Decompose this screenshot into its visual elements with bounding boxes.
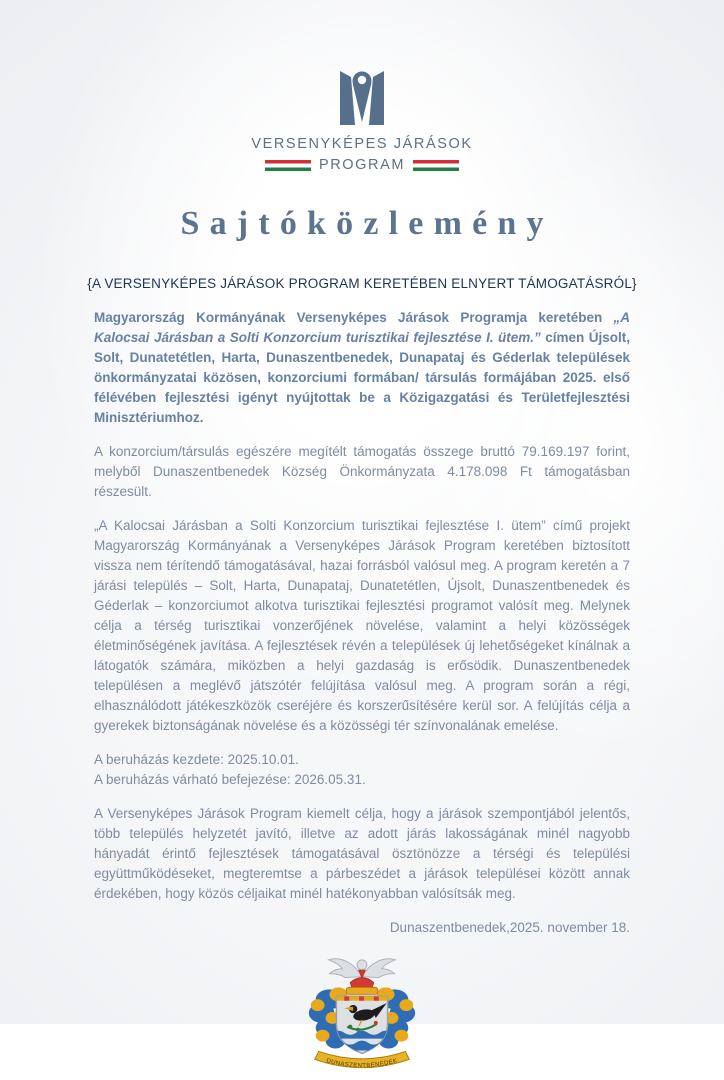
press-release-body (0, 308, 724, 938)
hungarian-flag-stripe-left (265, 160, 311, 171)
investment-end-date: A beruházás várható befejezése: 2026.05.31. (94, 772, 366, 787)
crown-icon (346, 978, 378, 995)
intro-rest-text: címen Újsolt, Solt, Dunatetétlen, Harta, Dunaszentbenedek, Dunapataj és Géderlak települések önkormányzatai közösen, konzorciumi formában/ társulás formájában 2025. első félévében fejlesztési igényt nyújtottak be a Közigazgatási és Területfejlesztési Minisztériumhoz. (94, 330, 630, 425)
logo-text-line1: VERSENYKÉPES JÁRÁSOK (251, 136, 473, 152)
program-goal-paragraph: A Versenyképes Járások Program kiemelt célja, hogy a járások szempontjából jelentős, több település helyzetét javító, illetve az adott járás lakosságának minél nagyobb hányadát érintő fejlesztések támogatásával ösztönözze a térségi és települési együttműködéseket, megteremtse a párbeszédet a járások települései között annak érdekében, hogy közös céljaikat minél hatékonyabban valósítsák meg. (94, 806, 630, 901)
banner-text: DUNASZENTBENEDEK (325, 1057, 399, 1070)
intro-paragraph (94, 308, 630, 428)
investment-dates (94, 750, 630, 790)
location-pin-v-logo-icon (339, 68, 385, 126)
program-logo (0, 0, 724, 173)
investment-start-date: A beruházás kezdete: 2025.10.01. (94, 752, 299, 767)
dunaszentbenedek-coat-of-arms (292, 950, 432, 1080)
press-release-subtitle: {A VERSENYKÉPES JÁRÁSOK PROGRAM KERETÉBEN ELNYERT TÁMOGATÁSRÓL} (87, 276, 637, 291)
intro-lead-text: Magyarország Kormányának Versenyképes Járások Programja keretében (94, 310, 614, 325)
hungarian-flag-stripe-right (413, 160, 459, 171)
dateline: Dunaszentbenedek,2025. november 18. (389, 920, 630, 935)
logo-text-line2: PROGRAM (318, 157, 406, 173)
project-description-paragraph: „A Kalocsai Járásban a Solti Konzorcium turisztikai fejlesztése I. ütem” című projekt Magyarország Kormányának a Versenyképes Járások Program keretében biztosított vissza nem térítendő támogatásával, hazai forrásból valósul meg. A program keretén a 7 járási település – Solt, Harta, Dunapataj, Dunatetétlen, Újsolt, Dunaszentbenedek és Géderlak – konzorciumot alkotva turisztikai fejlesztési programot valósít meg. Melynek célja a térség turisztikai vonzerőjének növelése, valamint a helyi közösségek életminőségének javítása. A fejlesztések révén a települések új lehetőségeket kínálnak a látogatók számára, miközben a helyi gazdaság is erősödik. Dunaszentbenedek településen a meglévő játszótér felújítása valósul meg. A program során a régi, elhasználódott játékeszközök cseréjére és korszerűsítésére kerül sor. A felújítás célja a gyerekek biztonságának növelése és a közösségi tér színvonalának emelése. (94, 518, 630, 733)
project-title-quote: „A Kalocsai Járásban a Solti Konzorcium turisztikai fejlesztése I. ütem.” (94, 310, 630, 345)
grant-amount-paragraph: A konzorcium/társulás egészére megítélt támogatás összege bruttó 79.169.197 forint, melyből Dunaszentbenedek Község Önkormányzata 4.178.098 Ft támogatásban részesült. (94, 444, 630, 499)
press-release-title: Sajtóközlemény (180, 205, 554, 242)
